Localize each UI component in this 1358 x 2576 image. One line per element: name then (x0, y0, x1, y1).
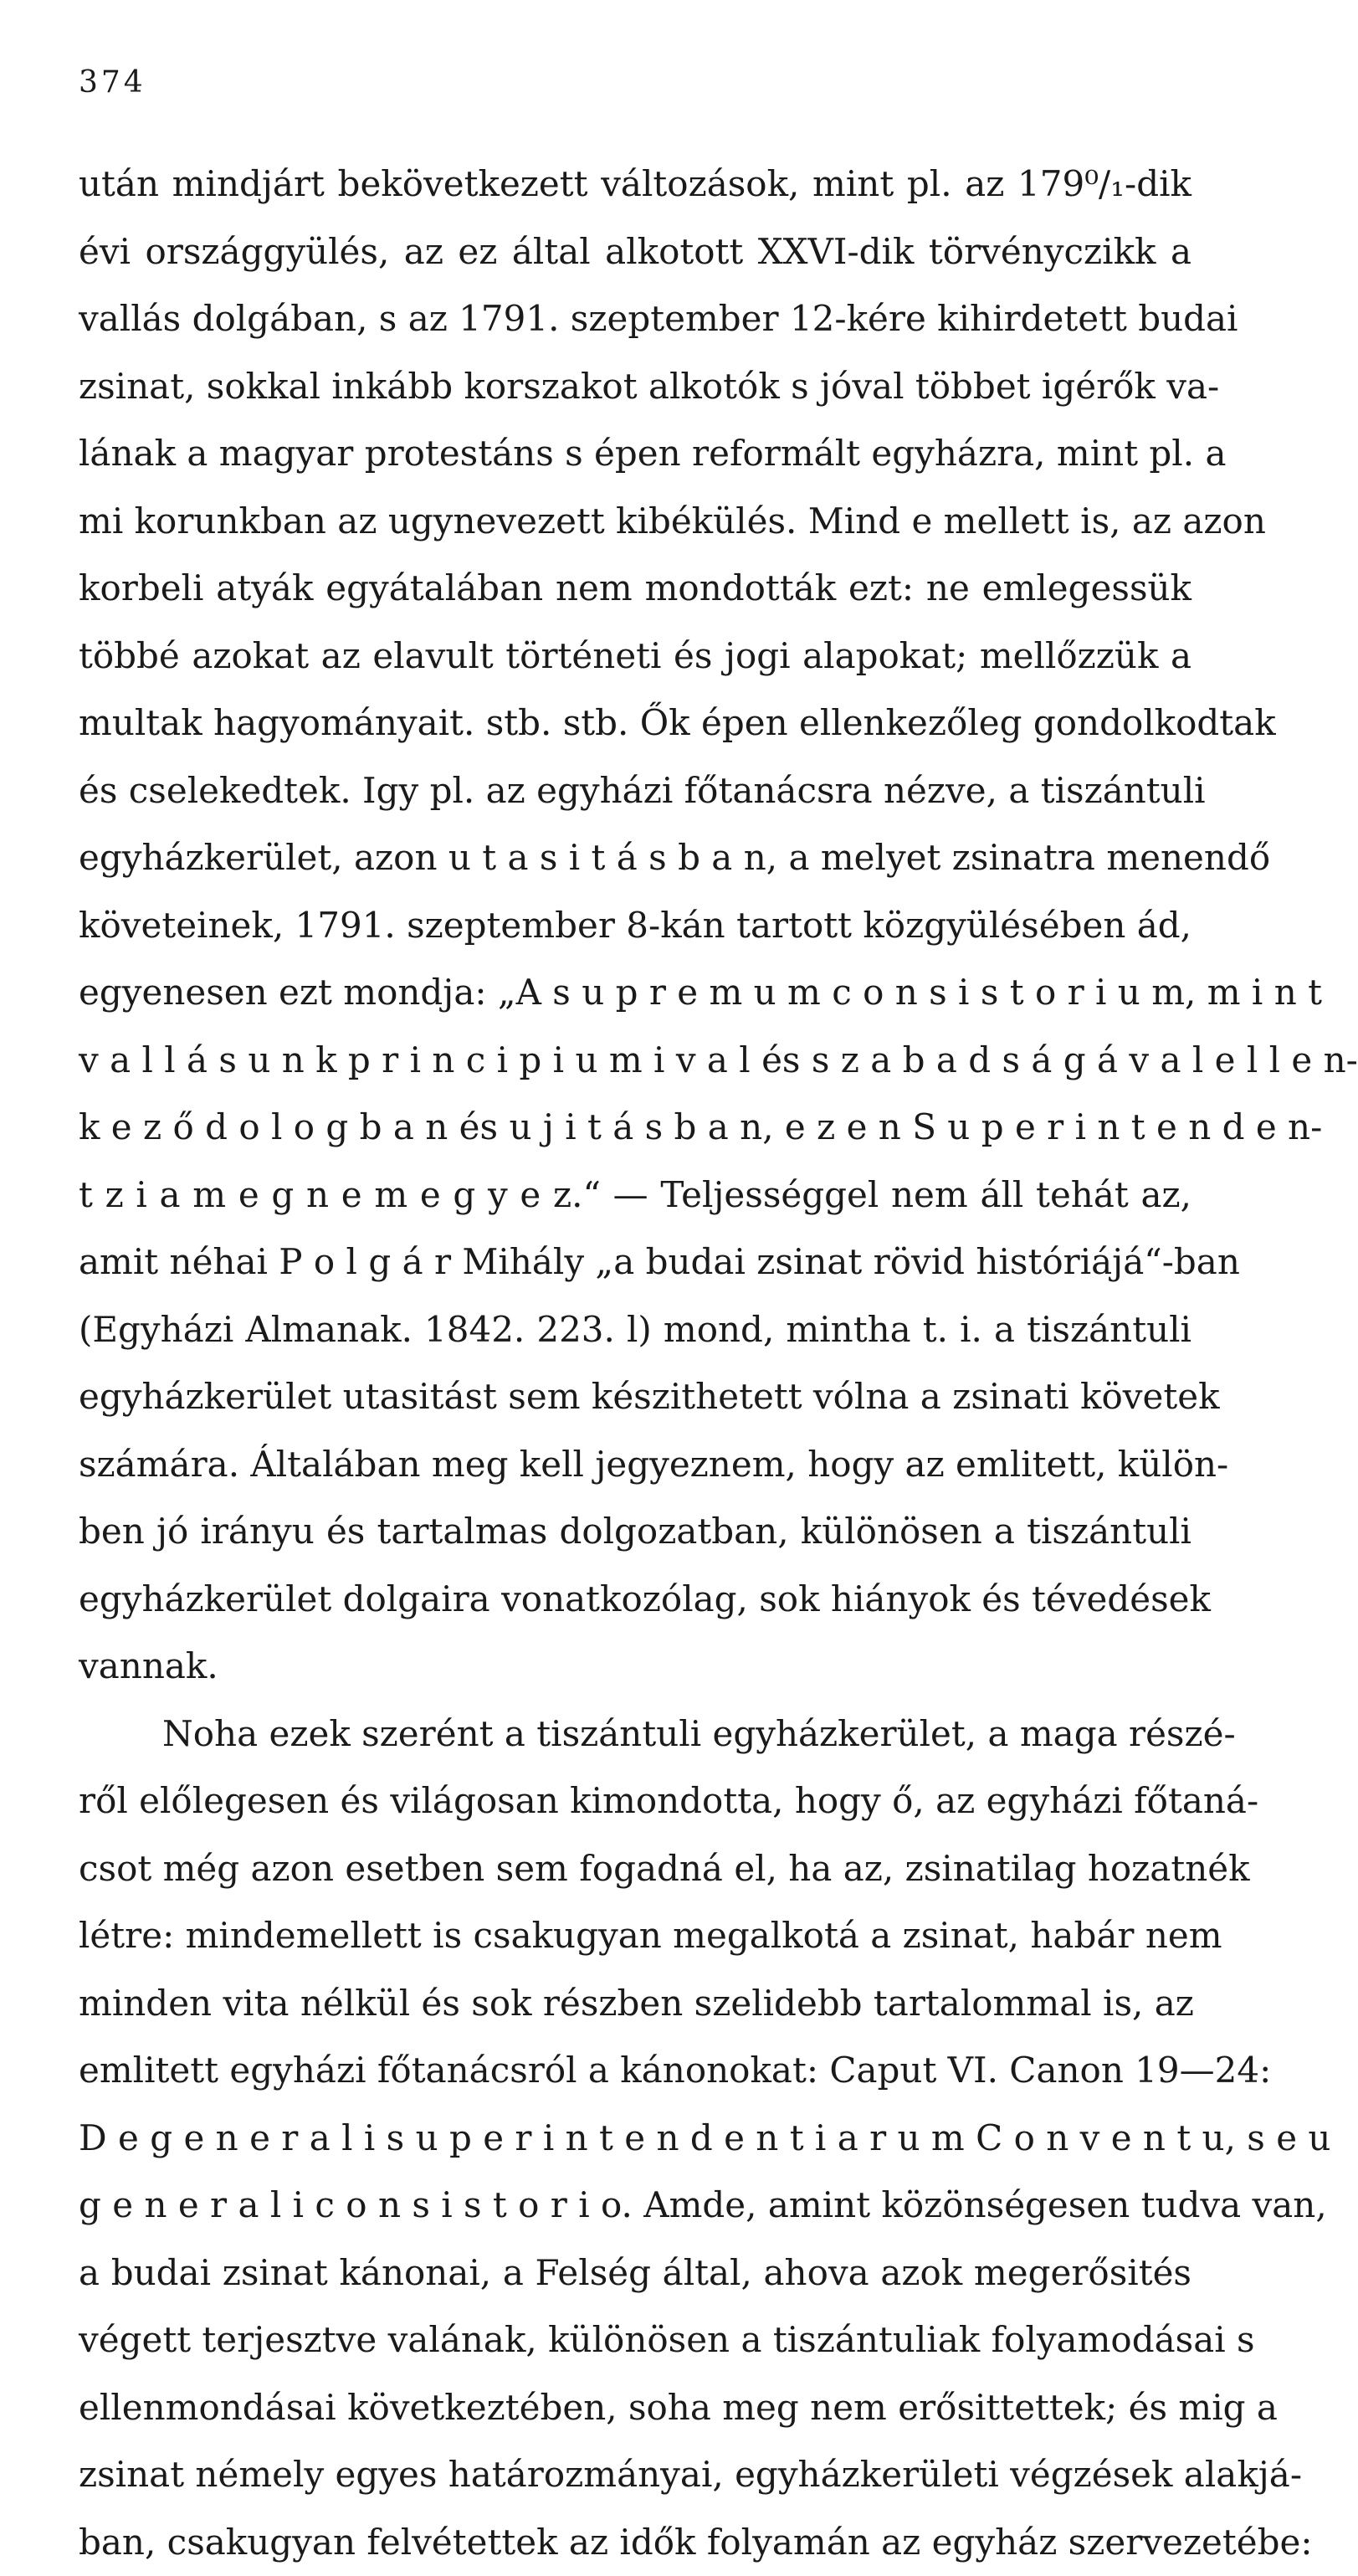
text-line: ban, csakugyan felvétettek az idők folyamán az egyház szervezetébe: (79, 2509, 1191, 2576)
text-line: zsinat, sokkal inkább korszakot alkotók s jóval többet igérők va- (79, 353, 1191, 421)
text-line: egyenesen ezt mondja: „A s u p r e m u m c o n s i s t o r i u m, m i n t (79, 959, 1191, 1027)
text-line: és cselekedtek. Igy pl. az egyházi főtanácsra nézve, a tiszántuli (79, 757, 1191, 825)
text-line: a budai zsinat kánonai, a Felség által, ahova azok megerősités (79, 2240, 1191, 2307)
text-line: lának a magyar protestáns s épen reformált egyházra, mint pl. a (79, 420, 1191, 488)
text-line: ről előlegesen és világosan kimondotta, hogy ő, az egyházi főtaná- (79, 1768, 1191, 1835)
text-line: ellenmondásai következtében, soha meg nem erősittettek; és mig a (79, 2374, 1191, 2442)
text-line: követeinek, 1791. szeptember 8-kán tartott közgyülésében ád, (79, 892, 1191, 960)
body-text (79, 151, 1191, 2576)
text-line: vallás dolgában, s az 1791. szeptember 12-kére kihirdetett budai (79, 285, 1191, 353)
text-line: vannak. (79, 1633, 1191, 1701)
text-line: emlitett egyházi főtanácsról a kánonokat: Caput VI. Canon 19—24: (79, 2037, 1191, 2105)
text-line: multak hagyományait. stb. stb. Ők épen ellenkezőleg gondolkodtak (79, 690, 1191, 757)
text-line: ben jó irányu és tartalmas dolgozatban, különösen a tiszántuli (79, 1498, 1191, 1566)
page-number: 374 (79, 65, 146, 100)
text-line: egyházkerület utasitást sem készithetett vólna a zsinati követek (79, 1363, 1191, 1431)
text-line: D e g e n e r a l i s u p e r i n t e n d e n t i a r u m C o n v e n t u, s e u (79, 2105, 1191, 2173)
text-line: Noha ezek szerént a tiszántuli egyházkerület, a maga részé- (79, 1701, 1191, 1768)
text-line: számára. Általában meg kell jegyeznem, hogy az emlitett, külön- (79, 1431, 1191, 1499)
text-line: (Egyházi Almanak. 1842. 223. l) mond, mintha t. i. a tiszántuli (79, 1296, 1191, 1364)
text-line: amit néhai P o l g á r Mihály „a budai zsinat rövid históriájá“-ban (79, 1229, 1191, 1296)
text-line: korbeli atyák egyátalában nem mondották ezt: ne emlegessük (79, 555, 1191, 623)
text-line: évi országgyülés, az ez által alkotott XXVI-dik törvényczikk a (79, 218, 1191, 286)
text-line: t z i a m e g n e m e g y e z.“ — Teljességgel nem áll tehát az, (79, 1162, 1191, 1229)
text-line: k e z ő d o l o g b a n és u j i t á s b a n, e z e n S u p e r i n t e n d e n- (79, 1094, 1191, 1162)
text-line: többé azokat az elavult történeti és jogi alapokat; mellőzzük a (79, 623, 1191, 690)
paragraph-2 (79, 1701, 1191, 2576)
text-line: végett terjesztve valának, különösen a tiszántuliak folyamodásai s (79, 2307, 1191, 2374)
text-line: egyházkerület dolgaira vonatkozólag, sok hiányok és tévedések (79, 1566, 1191, 1634)
text-line: létre: mindemellett is csakugyan megalkotá a zsinat, habár nem (79, 1902, 1191, 1970)
text-line: zsinat némely egyes határozmányai, egyházkerületi végzések alakjá- (79, 2441, 1191, 2509)
text-line: csot még azon esetben sem fogadná el, ha az, zsinatilag hozatnék (79, 1835, 1191, 1903)
text-line: v a l l á s u n k p r i n c i p i u m i v a l és s z a b a d s á g á v a l e l l e n- (79, 1027, 1191, 1095)
text-line: g e n e r a l i c o n s i s t o r i o. Amde, amint közönségesen tudva van, (79, 2172, 1191, 2240)
text-line: minden vita nélkül és sok részben szelidebb tartalommal is, az (79, 1970, 1191, 2038)
text-line: egyházkerület, azon u t a s i t á s b a n, a melyet zsinatra menendő (79, 824, 1191, 892)
paragraph-1 (79, 151, 1191, 1701)
text-line: után mindjárt bekövetkezett változások, mint pl. az 179⁰/₁-dik (79, 151, 1191, 218)
text-line: mi korunkban az ugynevezett kibékülés. Mind e mellett is, az azon (79, 488, 1191, 556)
